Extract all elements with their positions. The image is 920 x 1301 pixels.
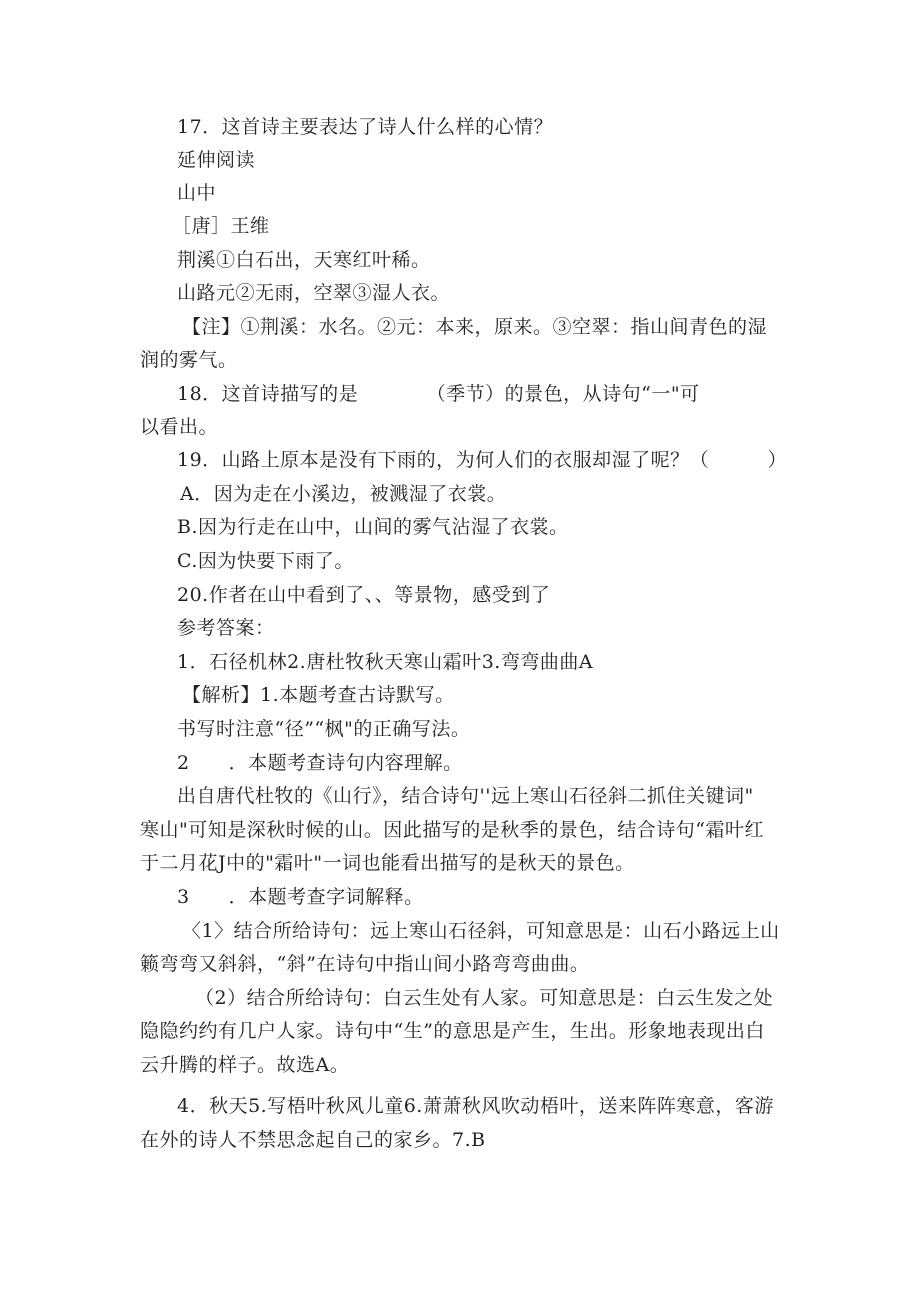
poem-author: ［唐］王维 [172,215,270,237]
question-18-cont: 以看出。 [140,416,219,438]
analysis-1-cont: 书写时注意“径”“枫"的正确写法。 [177,718,471,740]
analysis-2: 2 ．本题考查诗句内容理解。 [177,752,463,774]
answer-4-7-cont: 在外的诗人不禁思念起自己的家乡。7.B [140,1129,486,1151]
poem-line-2: 山路元②无雨，空翠③湿人衣。 [177,282,451,304]
question-17: 17．这首诗主要表达了诗人什么样的心情？ [177,116,554,138]
analysis-2-line-1: 出自唐代杜牧的《山行》，结合诗句''远上寒山石径斜二抓住关键词" [177,785,754,807]
analysis-3-part-2: （2）结合所给诗句：白云生处有人家。可知意思是：白云生发之处 [195,987,774,1009]
option-c: C.因为快要下雨了。 [177,550,354,572]
analysis-3-part-1: 〈1〉结合所给诗句：远上寒山石径斜，可知意思是：山石小路远上山 [182,920,780,942]
question-20: 20.作者在山中看到了、、等景物，感受到了 [177,584,551,606]
analysis-3-part-2-cont-1: 隐隐约约有几户人家。诗句中“生”的意思是产生，生出。形象地表现出白 [140,1020,765,1042]
analysis-2-line-2: 寒山"可知是深秋时候的山。因此描写的是秋季的景色，结合诗句“霜叶红 [140,819,764,841]
poem-notes: 【注】①荆溪：水名。②元：本来，原来。③空翠：指山间青色的湿 [182,316,768,338]
poem-title: 山中 [177,182,217,204]
option-a: A．因为走在小溪边，被溅湿了衣裳。 [180,483,507,505]
poem-line-1: 荆溪①白石出，天寒红叶稀。 [177,249,431,271]
section-extended-reading: 延伸阅读 [177,149,256,171]
question-19: 19．山路上原本是没有下雨的，为何人们的衣服却湿了呢？（ ） [177,449,788,471]
option-b: B.因为行走在山中，山间的雾气沾湿了衣裳。 [177,516,569,538]
analysis-3-part-2-cont-2: 云升腾的样子。故选A。 [140,1054,350,1076]
answers-heading: 参考答案： [177,617,275,639]
answer-4-7: 4．秋天5.写梧叶秋风儿童6.萧萧秋风吹动梧叶，送来阵阵寒意，客游 [177,1095,774,1117]
poem-notes-cont: 润的雾气。 [140,349,238,371]
question-18: 18．这首诗描写的是 （季节）的景色，从诗句“一"可 [177,383,700,405]
analysis-2-line-3: 于二月花J中的"霜叶"一词也能看出描写的是秋天的景色。 [140,852,635,874]
analysis-1: 【解析】1.本题考查古诗默写。 [182,684,455,706]
answer-1-3: 1．石径机林2.唐杜牧秋天寒山霜叶3.弯弯曲曲A [177,651,594,673]
analysis-3: 3 ．本题考查字词解释。 [177,886,424,908]
analysis-3-part-1-cont: 籁弯弯又斜斜，“斜”在诗句中指山间小路弯弯曲曲。 [140,953,590,975]
